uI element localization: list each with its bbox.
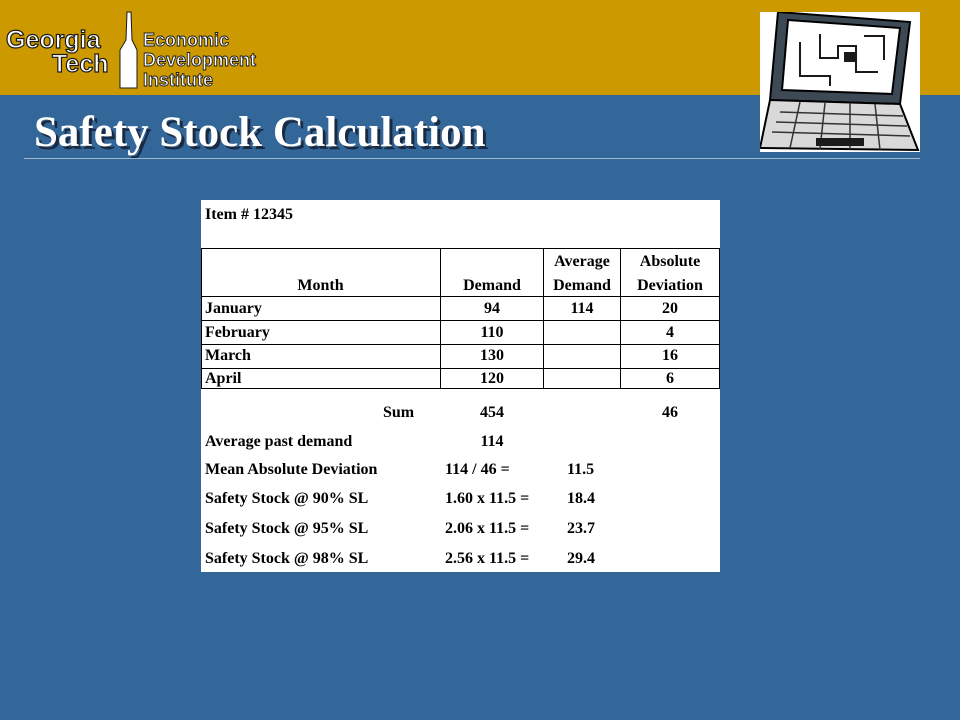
avg-past-demand-value: 114: [480, 433, 504, 450]
row-avg-demand: 114: [570, 300, 594, 317]
grid-line: [719, 248, 720, 389]
sum-demand: 454: [480, 404, 504, 421]
logo-tower-icon: [120, 12, 137, 88]
safety-stock-result: 29.4: [567, 550, 595, 567]
row-demand: 94: [484, 300, 500, 317]
mad-label: Mean Absolute Deviation: [205, 461, 378, 478]
avg-past-demand-label: Average past demand: [205, 433, 353, 450]
grid-line: [201, 248, 720, 249]
grid-line: [440, 248, 441, 389]
item-label: Item # 12345: [205, 206, 293, 223]
safety-stock-label: Safety Stock @ 95% SL: [205, 520, 369, 537]
laptop-icon: [760, 12, 920, 152]
georgia-tech-edi-logo: [6, 10, 296, 90]
row-month: January: [205, 300, 262, 317]
row-demand: 110: [480, 324, 504, 341]
safety-stock-formula: 2.56 x 11.5 =: [445, 550, 530, 567]
header-avg-demand-line1: Average: [554, 253, 610, 270]
row-abs-dev: 16: [662, 347, 678, 364]
title-divider: [24, 158, 920, 159]
logo-unit-line2: Development: [143, 50, 257, 70]
safety-stock-label: Safety Stock @ 90% SL: [205, 490, 369, 507]
row-abs-dev: 4: [666, 324, 674, 341]
header-demand: Demand: [463, 277, 521, 294]
row-demand: 130: [480, 347, 504, 364]
header-avg-demand-line2: Demand: [553, 277, 611, 294]
row-abs-dev: 6: [666, 370, 674, 387]
logo-name-line1: Georgia: [6, 26, 101, 54]
logo-unit-line1: Economic: [143, 30, 230, 50]
slide-title: Safety Stock Calculation: [34, 109, 486, 156]
row-month: April: [205, 370, 242, 387]
sum-label: Sum: [383, 404, 415, 421]
row-demand: 120: [480, 370, 504, 387]
safety-stock-label: Safety Stock @ 98% SL: [205, 550, 369, 567]
row-month: February: [205, 324, 270, 341]
safety-stock-result: 23.7: [567, 520, 595, 537]
logo-name-line2: Tech: [52, 50, 109, 78]
grid-line: [201, 296, 720, 297]
sum-abs-dev: 46: [662, 404, 678, 421]
grid-line: [201, 368, 720, 369]
header-month: Month: [297, 277, 344, 294]
row-month: March: [205, 347, 251, 364]
row-abs-dev: 20: [662, 300, 678, 317]
grid-line: [201, 320, 720, 321]
safety-stock-result: 18.4: [567, 490, 595, 507]
safety-stock-table: [201, 200, 720, 572]
mad-result: 11.5: [567, 461, 595, 478]
grid-line: [201, 344, 720, 345]
safety-stock-formula: 2.06 x 11.5 =: [445, 520, 530, 537]
header-abs-dev-line2: Deviation: [637, 277, 703, 294]
grid-line: [201, 388, 720, 389]
mad-formula: 114 / 46 =: [445, 461, 510, 478]
header-abs-dev-line1: Absolute: [639, 253, 701, 270]
grid-line: [201, 248, 202, 389]
safety-stock-formula: 1.60 x 11.5 =: [445, 490, 530, 507]
logo-unit-line3: Institute: [143, 70, 213, 90]
